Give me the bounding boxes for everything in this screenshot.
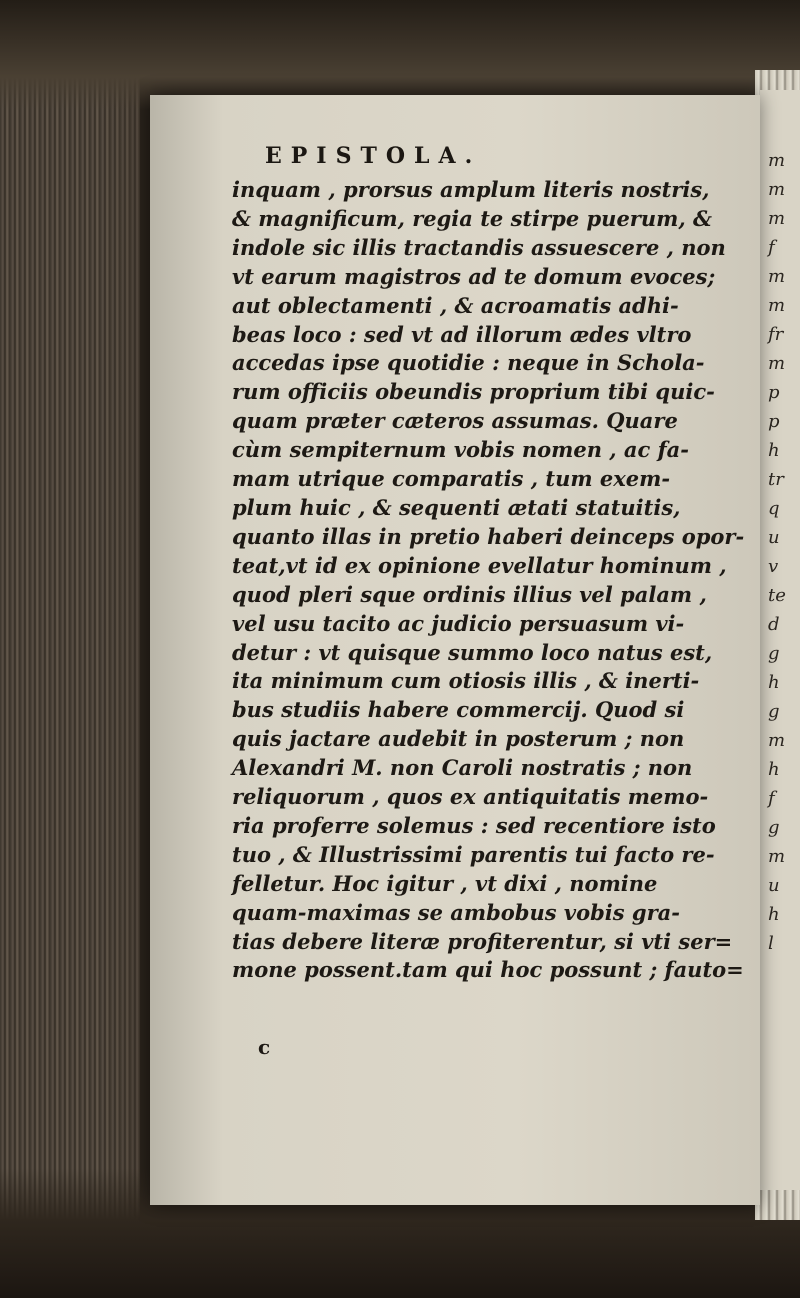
text-line: cùm sempiternum vobis nomen , ac fa- (232, 437, 689, 463)
facing-page-fragment: m (768, 266, 786, 287)
facing-page-fragment: h (768, 759, 780, 780)
facing-page-fragment: u (768, 875, 780, 896)
text-line: plum huic , & sequenti ætati statuitis, (232, 494, 681, 520)
text-line: vt earum magistros ad te domum evoces; (232, 263, 716, 289)
facing-page-fragment: tr (768, 469, 784, 490)
text-line: rum officiis obeundis proprium tibi quic- (232, 379, 715, 405)
facing-page-fragment: m (768, 353, 786, 374)
facing-page-fragment: h (768, 672, 780, 693)
facing-page-fragment: g (768, 643, 780, 664)
facing-page-fragment: l (768, 933, 774, 954)
text-line: quam-maximas se ambobus vobis gra- (232, 899, 680, 925)
text-line: vel usu tacito ac judicio persuasum vi- (232, 610, 685, 636)
facing-page-fragment: m (768, 179, 786, 200)
facing-page-fragment: q (768, 498, 780, 519)
text-line: ita minimum cum otiosis illis , & inerti- (232, 668, 700, 694)
text-line: accedas ipse quotidie : neque in Schola- (232, 350, 705, 376)
text-line: tuo , & Illustrissimi parentis tui facto re- (232, 841, 715, 867)
text-line: teat,vt id ex opinione evellatur hominum , (232, 552, 727, 578)
facing-page-fragment: p (768, 382, 780, 403)
facing-page-strip (760, 90, 800, 1190)
text-line: inquam , prorsus amplum literis nostris, (232, 177, 710, 202)
facing-page-fragment: m (768, 295, 786, 316)
facing-page-fragment: f (768, 788, 775, 809)
facing-page-fragment: p (768, 411, 780, 432)
facing-page-fragment: h (768, 904, 780, 925)
text-line: quanto illas in pretio haberi deinceps opor- (232, 523, 745, 549)
text-line: tias debere literæ profiterentur, si vti ser= (232, 928, 733, 954)
top-background (0, 0, 800, 110)
facing-page-fragment: g (768, 817, 780, 838)
text-line: reliquorum , quos ex antiquitatis memo- (232, 784, 709, 810)
text-line: indole sic illis tractandis assuescere , non (232, 234, 726, 260)
text-line: felletur. Hoc igitur , vt dixi , nomine (232, 870, 658, 896)
facing-page-fragment: h (768, 440, 780, 461)
text-line: quod pleri sque ordinis illius vel palam , (232, 581, 707, 607)
facing-page-fragment: g (768, 701, 780, 722)
text-line: aut oblectamenti , & acroamatis adhi- (232, 292, 679, 318)
text-line: mone possent.tam qui hoc possunt ; fauto= (232, 957, 744, 983)
text-line: quam præter cæteros assumas. Quare (232, 408, 678, 434)
facing-page-fragment: u (768, 527, 780, 548)
facing-page-fragment: f (768, 237, 775, 258)
facing-page-fragment: m (768, 846, 786, 867)
text-line: detur : vt quisque summo loco natus est, (232, 639, 713, 665)
facing-page-fragment: fr (768, 324, 784, 345)
facing-page-fragment: te (768, 585, 786, 606)
facing-page-fragment: v (768, 556, 779, 577)
catchword: c (258, 1035, 271, 1059)
running-header: EPISTOLA. (265, 143, 482, 169)
facing-page-fragment: m (768, 208, 786, 229)
text-line: ria proferre solemus : sed recentiore isto (232, 812, 716, 838)
facing-page-fragment: m (768, 730, 786, 751)
text-line: mam utrique comparatis , tum exem- (232, 466, 671, 492)
facing-page-fragment: m (768, 150, 786, 171)
text-line: beas loco : sed vt ad illorum ædes vltro (232, 321, 692, 347)
text-line: bus studiis habere commercij. Quod si (232, 697, 685, 723)
text-line: quis jactare audebit in posterum ; non (232, 726, 685, 752)
page-body-text (232, 176, 752, 985)
text-line: & magnificum, regia te stirpe puerum, & (232, 205, 712, 231)
facing-page-fragment: d (768, 614, 780, 635)
text-line: Alexandri M. non Caroli nostratis ; non (232, 755, 693, 781)
